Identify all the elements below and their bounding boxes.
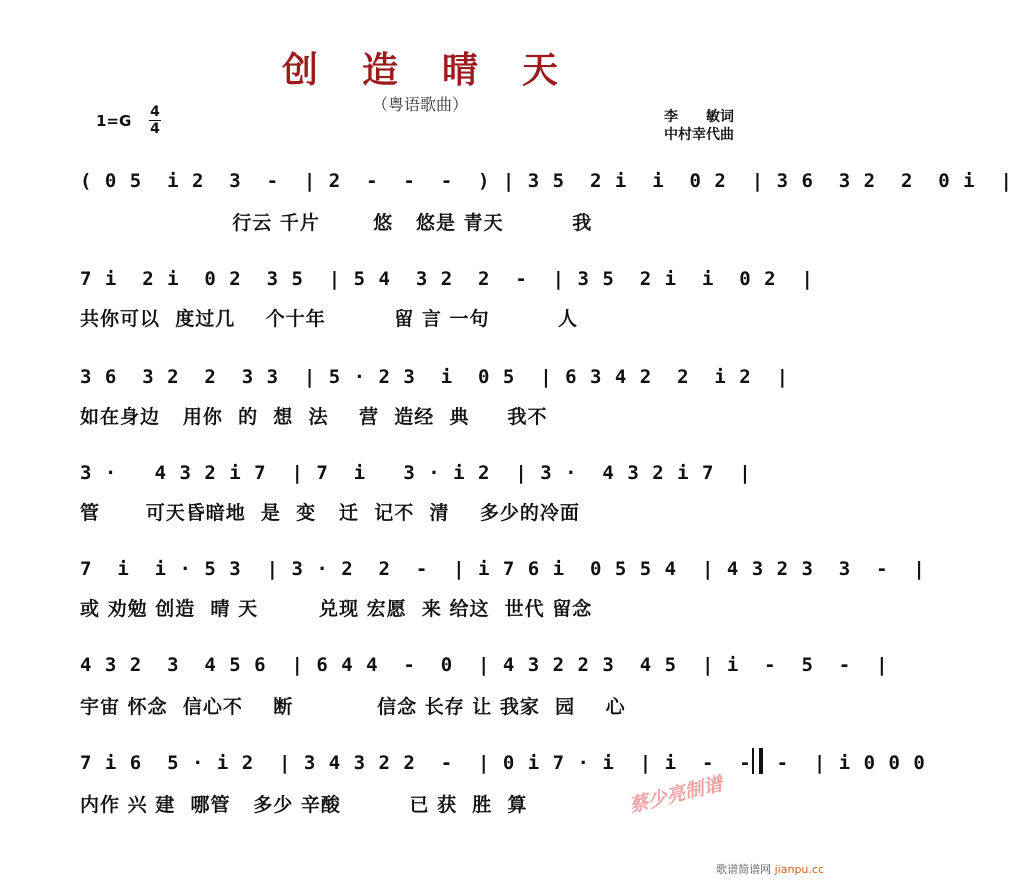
final-barline	[752, 748, 763, 774]
lyricist-credit: 李 敏词	[664, 109, 734, 125]
lyrics-line-3: 如在身边 用你 的 想 法 营 造经 典 我不	[80, 406, 548, 428]
notation-line-2: 7 i 2 i 0 2 3 5 | 5 4 3 2 2 - | 3 5 2 i i 0 2 |	[80, 268, 814, 290]
lyrics-line-5: 或 劝勉 创造 晴 天 兑现 宏愿 来 给这 世代 留念	[80, 598, 593, 620]
site-footer	[716, 861, 824, 877]
lyrics-line-2: 共你可以 度过几 个十年 留 言 一句 人	[80, 308, 578, 330]
site-name: 歌谱简谱网	[716, 863, 772, 876]
notation-line-6: 4 3 2 3 4 5 6 | 6 4 4 - 0 | 4 3 2 2 3 4 5 | i - 5 - |	[80, 654, 889, 676]
song-title: 创造晴天	[281, 49, 602, 91]
key-signature: 1=G	[96, 112, 132, 130]
lyrics-line-7: 内作 兴 建 哪管 多少 辛酸 已 获 胜 算	[80, 794, 528, 816]
notation-line-1: ( 0 5 i 2 3 - | 2 - - - ) | 3 5 2 i i 0 2 | 3 6 3 2 2 0 i |	[80, 170, 1013, 192]
time-signature-top: 4	[150, 104, 160, 120]
composer-credit: 中村幸代曲	[664, 127, 734, 143]
song-subtitle: （粤语歌曲）	[371, 95, 468, 114]
lyrics-line-1: 行云 千片 悠 悠是 青天 我	[80, 212, 593, 234]
lyrics-line-6: 宇宙 怀念 信心不 断 信念 长存 让 我家 园 心	[80, 696, 626, 718]
lyrics-line-4: 管 可天昏暗地 是 变 迁 记不 清 多少的冷面	[80, 502, 580, 524]
site-url: jianpu.cc	[774, 863, 824, 876]
notation-line-7: 7 i 6 5 · i 2 | 3 4 3 2 2 - | 0 i 7 · i | i - - - | i 0 0 0	[80, 752, 926, 774]
time-signature-bottom: 4	[150, 121, 160, 137]
time-signature	[148, 104, 162, 137]
arranger-watermark: 蔡少亮制谱	[627, 772, 725, 818]
notation-line-4: 3 · 4 3 2 i 7 | 7 i 3 · i 2 | 3 · 4 3 2 i 7 |	[80, 462, 752, 484]
notation-line-3: 3 6 3 2 2 3 3 | 5 · 2 3 i 0 5 | 6 3 4 2 2 i 2 |	[80, 366, 790, 388]
notation-line-5: 7 i i · 5 3 | 3 · 2 2 - | i 7 6 i 0 5 5 4 | 4 3 2 3 3 - |	[80, 558, 926, 580]
